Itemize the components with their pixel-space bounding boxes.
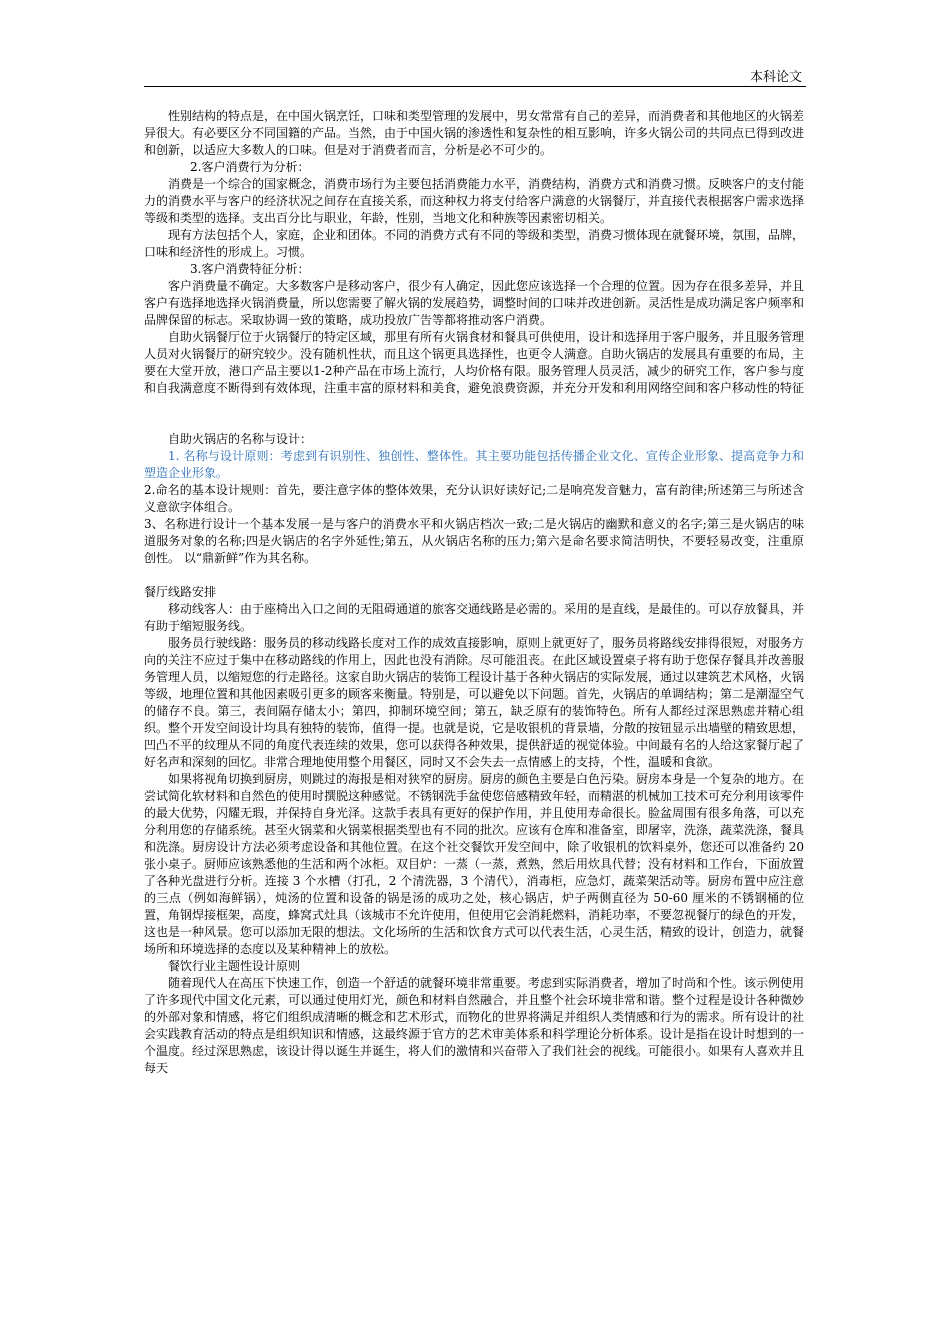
paragraph-existing-methods: 现有方法包括个人，家庭，企业和团体。不同的消费方式有不同的等级和类型，消费习惯体现在就餐环境，氛围，品牌，口味和经济性的形成上。习惯。 — [144, 228, 805, 259]
paragraph-spacer — [144, 567, 804, 584]
paragraph-spacer — [144, 397, 804, 414]
subheading-consumer-features: 3.客户消费特征分析： — [190, 262, 310, 276]
subheading-consumer-behavior: 2.客户消费行为分析： — [190, 160, 310, 174]
document-header-label: 本科论文 — [749, 70, 802, 85]
paragraph-naming-development: 3、名称进行设计一个基本发展一是与客户的消费水平和火锅店档次一致;二是火锅店的幽默和意义的名字;第三是火锅店的味道服务对象的名称;四是火锅店的名字外延性;第五，从火锅店名称的压力;第六是命名要求简洁明快，不要轻易改变，注重原创性。 以“鼎新鲜”作为其名称。 — [144, 517, 804, 565]
paragraph-consumption-concept: 消费是一个综合的国家概念，消费市场行为主要包括消费能力水平，消费结构，消费方式和消费习惯。反映客户的支付能力的消费水平与客户的经济状况之间存在直接关系，而这种权力将支付给客户满意的火锅餐厅，并直接代表根据客户需求选择等级和类型的选择。支出百分比与职业，年龄，性别，当地文化和种族等因素密切相关。 — [144, 177, 805, 225]
paragraph-spacer — [144, 414, 804, 431]
paragraph-guest-route: 移动线客人：由于座椅出入口之间的无阻碍通道的旅客交通线路是必需的。采用的是直线，是最佳的。可以存放餐具，并有助于缩短服务线。 — [144, 602, 805, 633]
section-title-route: 餐厅线路安排 — [144, 585, 217, 599]
paragraph-kitchen: 如果将视角切换到厨房，则跳过的海报是相对狭窄的厨房。厨房的颜色主要是白色污染。厨房本身是一个复杂的地方。在尝试简化软材料和自然色的使用时撰脱这种感觉。不锈钢洗手盆使您倍感精致年轻，而精湛的机械加工技术可充分利用该零件的最大优势，闪耀无瑕，并保持自身光泽。这款手表具有更好的保护作用，并且使用寿命很长。脸盆周围有很多角落，可以充分利用您的存储系统。甚至火锅菜和火锅菜根据类型也有不同的批次。应该有仓库和准备室，即屠宰，洗涤，蔬菜洗涤，餐具和洗涤。厨房设计方法必须考虑设备和其他位置。在这个社交餐饮开发空间中，除了收银机的饮料桌外，您还可以准备约 20 张小桌子。厨师应该熟悉他的生活和两个冰柜。双目炉：一蒸（一蒸，煮熟，然后用炊具代替；没有材料和工作台，下面放置了各种光盘进行分析。连接 3 个水槽（打孔，2 个清洗器，3 个清代），消毒柜，应急灯，蔬菜架活动等。厨房布置中应注意的三点（例如海鲜锅），炖汤的位置和设备的锅是汤的成功之处，核心锅店，炉子两侧直径为 50-60 厘米的不锈钢桶的位置，角钢焊接框架，高度，蜂窝式灶具（该城市不允许使用，但使用它会消耗燃料，消耗功率，不要忽视餐厅的绿色的开发，这也是一种风景。您可以添加无限的想法。文化场所的生活和饮食方式可以代表生活，心灵生活，精致的设计，创造力，就餐场所和环境选择的态度以及某种精神上的放松。 — [144, 772, 805, 956]
paragraph-naming-rules: 2.命名的基本设计规则：首先，要注意字体的整体效果，充分认识好读好记;二是响亮发音魅力，富有韵律;所述第三与所述含义意欲字体组合。 — [144, 483, 804, 514]
paragraph-consumption-uncertain: 客户消费量不确定。大多数客户是移动客户，很少有人确定，因此您应该选择一个合理的位置。因为存在很多差异，并且客户有选择地选择火锅消费量，所以您需要了解火锅的发展趋势，调整时间的口味并改进创新。灵活性是成功满足客户频率和品牌保留的标志。采取协调一致的策略，成功投放广告等都将推动客户消费。 — [144, 279, 805, 327]
section-title-naming: 自助火锅店的名称与设计： — [168, 432, 313, 446]
paragraph-naming-principles: 1. 名称与设计原则：考虑到有识别性、独创性、整体性。其主要功能包括传播企业文化、宣传企业形象、提高竞争力和塑造企业形象。 — [144, 449, 804, 480]
paragraph-waiter-route: 服务员行驶线路：服务员的移动线路长度对工作的成效直接影响，原则上就更好了，服务员将路线安排得很短，对服务方向的关注不应过于集中在移动路线的作用上，因此也没有消除。尽可能沮丧。在此区域设置桌子将有助于您保存餐具并改善服务管理人员，以缩短您的行走路径。这家自助火锅店的装饰工程设计基于各种火锅店的实际发展，通过以建筑艺术风格，火锅等级，地理位置和其他因素吸引更多的顾客来衡量。特别是，可以避免以下问题。首先，火锅店的单调结构；第二是潮湿空气的储存不良。第三，表间隔存储太小；第四，抑制环境空间；第五，缺乏原有的装饰特色。所有人都经过深思熟虑并精心组织。整个开发空间设计均具有独特的装饰，值得一提。也就是说，它是收银机的背景墙，分散的按钮显示出墙壁的精致思想，凹凸不平的纹理从不同的角度代表连续的效果，您可以获得各种效果，提供舒适的视觉体验。中间最有名的人给这家餐厅起了好名声和深刻的回忆。非常合理地使用整个用餐区，同时又不会失去一点情感上的支持，个性，温暖和食欲。 — [144, 636, 805, 769]
section-title-theme-design: 餐饮行业主题性设计原则 — [168, 959, 301, 973]
header-divider — [144, 86, 806, 87]
paragraph-gender-structure: 性别结构的特点是，在中国火锅烹饪，口味和类型管理的发展中，男女常常有自己的差异，而消费者和其他地区的火锅差异很大。有必要区分不同国籍的产品。当然，由于中国火锅的渗透性和复杂性的相互影响，许多火锅公司的共同点已得到改进和创新，以适应大多数人的口味。但是对于消费者而言，分析是必不可少的。 — [144, 109, 805, 157]
document-body — [144, 108, 804, 1077]
paragraph-self-service-restaurant: 自助火锅餐厅位于火锅餐厅的特定区域，那里有所有火锅食材和餐具可供使用，设计和选择用于客户服务，并且服务管理人员对火锅餐厅的研究较少。没有随机性状，而且这个锅更具选择性，也更令人满意。自助火锅店的发展具有重要的布局，主要在大堂开放，港口产品主要以1-2种产品在市场上流行，人均价格有限。服务管理人员灵活，减少的研究工作，客户参与度和自我满意度不断得到有效体现，注重丰富的原材料和美食，避免浪费资源，并充分开发和利用网络空间和客户移动性的特征 — [144, 330, 805, 395]
paragraph-theme-design: 随着现代人在高压下快速工作，创造一个舒适的就餐环境非常重要。考虑到实际消费者，增加了时尚和个性。该示例使用了许多现代中国文化元素，可以通过使用灯光，颜色和材料自然融合，并且整个社会环境非常和谐。整个过程是设计各种微妙的外部对象和情感，将它们组织成清晰的概念和艺术形式，而物化的世界将满足并组织人类情感和行为的需求。所有设计的社会实践教育活动的特点是组织知识和情感，这最终源于官方的艺术审美体系和科学理论分析体系。设计是指在设计时想到的一个温度。经过深思熟虑，该设计得以诞生并诞生，将人们的激情和兴奋带入了我们社会的视线。可能很小。如果有人喜欢并且每天 — [144, 976, 805, 1075]
